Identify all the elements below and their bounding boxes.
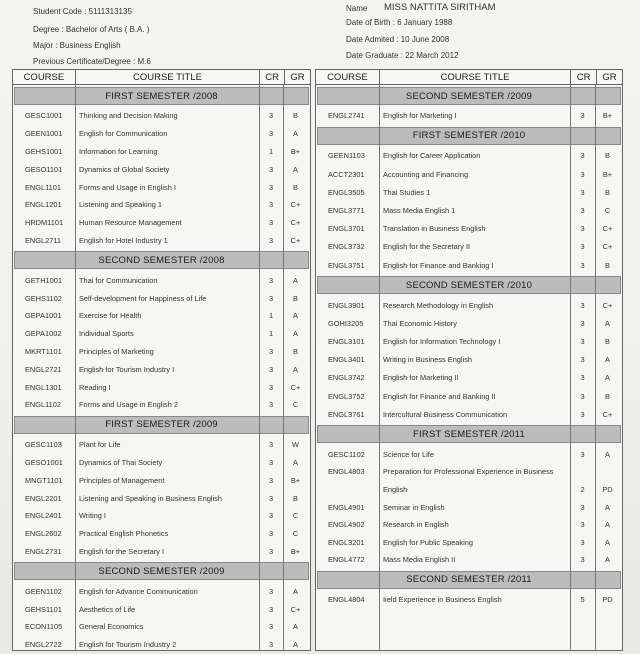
credit: 3	[268, 182, 274, 192]
degree: Degree : Bachelor of Arts ( B.A. )	[33, 25, 150, 34]
course-row	[13, 600, 310, 618]
course-row	[316, 296, 622, 314]
grade: B	[293, 293, 298, 303]
grade: A	[605, 449, 610, 459]
course-row	[316, 445, 622, 463]
course-title: English for Finance and Banking II	[383, 391, 496, 401]
grade: A	[293, 586, 298, 596]
credit: 3	[268, 511, 274, 521]
course-title: English for Tourism Industry I	[79, 364, 175, 374]
course-row	[316, 405, 622, 423]
semester-header: FIRST SEMESTER /2011	[317, 425, 621, 443]
course-code: ENGL1101	[25, 182, 62, 192]
grade: A	[605, 355, 610, 365]
course-row	[316, 201, 622, 219]
course-row	[316, 387, 622, 405]
credit: 3	[268, 475, 274, 485]
col-gr: GR	[602, 71, 617, 83]
credit: 3	[580, 169, 585, 179]
course-code: ENGL4772	[328, 555, 365, 565]
course-title: Reading I	[79, 382, 111, 392]
course-row	[13, 178, 310, 196]
grade: B	[293, 111, 298, 121]
course-row	[13, 125, 310, 143]
course-title: Exercise for Health	[79, 311, 142, 321]
course-code: ENGL2602	[25, 529, 62, 539]
semester-header: SECOND SEMESTER /2010	[317, 276, 621, 294]
course-row	[316, 183, 622, 201]
course-code: ENGL3401	[328, 355, 365, 365]
credit: 3	[580, 373, 585, 383]
course-code: ENGL3751	[328, 260, 365, 270]
grade: B	[293, 493, 298, 503]
credit: 3	[580, 242, 585, 252]
grade: A	[293, 129, 298, 139]
credit: 3	[268, 529, 274, 539]
credit: 3	[268, 200, 274, 210]
date-admitted: Date Admited : 10 June 2008	[346, 35, 450, 44]
course-title: Writing in Business English	[383, 355, 473, 365]
col-title: COURSE TITLE	[76, 70, 260, 84]
course-code: ENGL2201	[25, 493, 62, 503]
grade: C+	[602, 224, 613, 234]
semester-rows	[316, 591, 622, 609]
course-title: Thinking and Decision Making	[79, 111, 178, 121]
course-code: GETH1001	[25, 275, 62, 285]
course-code: MKRT1101	[25, 346, 62, 356]
credit: 3	[580, 555, 585, 565]
course-row	[13, 507, 310, 525]
grade: B	[293, 346, 298, 356]
course-row	[316, 238, 622, 256]
course-title: Listening and Speaking 1	[79, 200, 163, 210]
date-graduate: Date Graduate : 22 March 2012	[346, 51, 459, 60]
course-code: ENGL3701	[328, 224, 365, 234]
course-title: Preparation for Professional Experience in Business	[383, 467, 554, 477]
course-code: ENGL3732	[328, 242, 365, 252]
course-row	[316, 332, 622, 350]
course-code: ENGL3771	[328, 205, 365, 215]
grade: C	[292, 511, 299, 521]
course-row	[316, 498, 622, 516]
course-title: English for Public Speaking	[383, 537, 473, 547]
previous-certificate: Previous Certificate/Degree : M.6	[33, 57, 151, 66]
credit: 3	[268, 400, 274, 410]
course-title: Writing I	[79, 511, 106, 521]
course-title: English for Communication	[79, 129, 168, 139]
course-code: GESO1001	[25, 457, 63, 467]
credit: 3	[268, 493, 274, 503]
col-cr: CR	[571, 70, 597, 84]
course-code: ENGL1201	[25, 200, 62, 210]
course-title: Listening and Speaking in Business English	[79, 493, 222, 503]
course-title: Seminar in English	[383, 502, 445, 512]
course-title: Forms and Usage in English 2	[79, 400, 179, 410]
column-divider	[259, 85, 260, 650]
course-row	[316, 314, 622, 332]
grade: B+	[290, 475, 301, 485]
course-title: Mass Media English II	[383, 555, 456, 565]
credit: 3	[268, 235, 274, 245]
course-code: ENGL1301	[25, 382, 62, 392]
semester-header: SECOND SEMESTER /2008	[14, 251, 309, 269]
left-course-table	[12, 69, 311, 651]
course-code: ENGL2401	[25, 511, 62, 521]
course-title: English for Hotel Industry 1	[79, 235, 168, 245]
credit: 3	[580, 502, 585, 512]
course-title: Thai Economic History	[383, 318, 457, 328]
course-row	[316, 107, 622, 125]
grade: C+	[290, 604, 301, 614]
course-code: ENGL1102	[25, 400, 62, 410]
course-row	[316, 220, 622, 238]
course-row	[13, 143, 310, 161]
course-row	[13, 618, 310, 636]
course-row	[13, 360, 310, 378]
course-title: Individual Sports	[79, 329, 134, 339]
grade: B+	[290, 146, 301, 156]
course-title: Forms and Usage in English I	[79, 182, 176, 192]
course-code: GESC1001	[25, 111, 63, 121]
course-row	[13, 471, 310, 489]
course-row	[13, 454, 310, 472]
course-title: Intercultural Business Communication	[383, 409, 508, 419]
semester-header: SECOND SEMESTER /2011	[317, 571, 621, 589]
credit: 3	[268, 586, 274, 596]
semester-rows	[316, 147, 622, 274]
course-title: English for the Secretary II	[383, 242, 471, 252]
course-code: ENGL4804	[328, 594, 365, 604]
course-title: Mass Media English 1	[383, 205, 456, 215]
course-code: ECON1105	[25, 622, 63, 632]
course-code: ENGL2711	[25, 235, 62, 245]
course-code: ENGL2722	[25, 640, 62, 650]
course-row	[13, 107, 310, 125]
course-title: Human Resource Management	[79, 218, 182, 228]
course-code: ENGL3201	[328, 537, 365, 547]
grade: PD	[602, 594, 613, 604]
course-row	[13, 543, 310, 561]
credit: 3	[268, 640, 274, 650]
course-title: Dynamics of Global Society	[79, 164, 170, 174]
grade: C+	[290, 200, 301, 210]
credit: 3	[580, 224, 585, 234]
student-code: Student Code : 5111313135	[33, 7, 132, 16]
grade: C	[604, 205, 611, 215]
column-divider	[379, 85, 380, 650]
semester-rows	[13, 107, 310, 249]
grade: A	[605, 520, 610, 530]
credit: 3	[580, 111, 585, 121]
credit: 3	[580, 205, 585, 215]
credit: 1	[268, 146, 274, 156]
grade: A	[293, 275, 298, 285]
course-title: Self-development for Happiness of Life	[79, 293, 207, 303]
course-row	[13, 378, 310, 396]
grade: B	[605, 337, 610, 347]
course-title: English for Marketing I	[383, 111, 457, 121]
grade: A	[293, 457, 298, 467]
grade: C	[292, 529, 299, 539]
credit: 5	[580, 594, 585, 604]
course-title: English for Information Technology I	[383, 337, 501, 347]
grade: A	[293, 364, 298, 374]
course-code: MNGT1101	[25, 475, 63, 485]
grade: C+	[290, 218, 301, 228]
course-code: ENGL2721	[25, 364, 62, 374]
course-title: Research Methodology in English	[383, 300, 494, 310]
course-row	[13, 325, 310, 343]
col-title: COURSE TITLE	[380, 70, 571, 84]
course-row	[316, 165, 622, 183]
credit: 1	[268, 329, 274, 339]
grade: B	[605, 260, 610, 270]
course-row	[13, 489, 310, 507]
course-code: ENGL4902	[328, 520, 365, 530]
semester-rows	[316, 296, 622, 423]
semester-rows	[13, 582, 310, 653]
grade: A	[293, 311, 298, 321]
credit: 3	[268, 546, 274, 556]
col-cr: CR	[260, 70, 285, 84]
course-title: Iield Experience in Business English	[383, 594, 502, 604]
grade: C+	[290, 235, 301, 245]
course-code: ENGL4803	[328, 467, 365, 477]
course-code: ENGL2741	[328, 111, 365, 121]
course-title: Plant for Life	[79, 440, 121, 450]
course-row	[316, 551, 622, 569]
course-row	[13, 525, 310, 543]
right-course-table	[315, 69, 623, 651]
course-title: Dynamics of Thai Society	[79, 457, 163, 467]
course-row	[13, 232, 310, 250]
course-code: ENGL3742	[328, 373, 365, 383]
credit: 3	[268, 622, 274, 632]
course-code: ENGL3901	[328, 300, 365, 310]
col-course: COURSE	[13, 70, 76, 84]
name-label: Name	[346, 4, 368, 13]
course-code: GESC1102	[328, 449, 365, 459]
credit: 3	[580, 300, 585, 310]
course-title: English	[383, 484, 408, 494]
date-of-birth: Date of Birth : 6 January 1988	[346, 18, 453, 27]
course-code: GEEN1001	[25, 129, 63, 139]
credit: 3	[268, 346, 274, 356]
grade: C+	[602, 300, 613, 310]
credit: 3	[580, 391, 585, 401]
course-title: Accounting and Financing	[383, 169, 469, 179]
credit: 3	[580, 187, 585, 197]
credit: 3	[580, 151, 585, 161]
semester-header: SECOND SEMESTER /2009	[14, 562, 309, 580]
credit: 3	[580, 260, 585, 270]
course-row	[13, 214, 310, 232]
grade: B	[605, 151, 610, 161]
course-row	[13, 396, 310, 414]
course-title: English for the Secretary I	[79, 546, 165, 556]
credit: 3	[268, 164, 274, 174]
semester-header: FIRST SEMESTER /2009	[14, 416, 309, 434]
column-divider	[570, 85, 571, 650]
col-course: COURSE	[316, 70, 380, 84]
grade: B+	[602, 111, 613, 121]
grade: C+	[290, 382, 301, 392]
student-name: MISS NATTITA SIRITHAM	[384, 2, 496, 13]
course-title: English for Advance Communication	[79, 586, 198, 596]
credit: 3	[580, 537, 585, 547]
credit: 3	[268, 457, 274, 467]
credit: 3	[268, 275, 274, 285]
course-title: English for Marketing II	[383, 373, 459, 383]
grade: A	[293, 329, 298, 339]
col-gr: GR	[290, 71, 305, 83]
course-row	[316, 516, 622, 534]
credit: 3	[268, 604, 274, 614]
course-row	[13, 582, 310, 600]
course-title: Information for Learning	[79, 146, 158, 156]
grade: PD	[602, 484, 613, 494]
course-code: GEHS1102	[25, 293, 62, 303]
semester-rows	[13, 436, 310, 561]
course-code: GOHI3205	[328, 318, 364, 328]
major: Major : Business English	[33, 41, 121, 50]
course-code: GEHS1101	[25, 604, 62, 614]
credit: 3	[580, 449, 585, 459]
course-row	[13, 636, 310, 654]
course-code: ENGL3505	[328, 187, 365, 197]
course-row	[13, 289, 310, 307]
grade: B+	[290, 546, 301, 556]
credit: 3	[268, 364, 274, 374]
course-title: Thai Studies 1	[383, 187, 431, 197]
course-row	[13, 160, 310, 178]
course-title: Translation in Business English	[383, 224, 486, 234]
grade: A	[605, 502, 610, 512]
credit: 3	[580, 409, 585, 419]
course-row	[13, 196, 310, 214]
course-row	[13, 436, 310, 454]
grade: B	[293, 182, 298, 192]
course-title: English for Career Application	[383, 151, 481, 161]
course-code: GEPA1001	[25, 311, 62, 321]
table-header	[316, 70, 622, 85]
course-row	[13, 343, 310, 361]
course-code: ENGL2731	[25, 546, 62, 556]
course-code: ENGL3761	[328, 409, 365, 419]
credit: 3	[268, 382, 274, 392]
credit: 1	[268, 311, 274, 321]
grade: A	[605, 373, 610, 383]
grade: B+	[602, 169, 613, 179]
grade: B	[605, 391, 610, 401]
course-title: Aesthetics of Life	[79, 604, 136, 614]
table-header	[13, 70, 310, 85]
course-code: GEEN1102	[25, 586, 62, 596]
credit: 3	[580, 337, 585, 347]
course-row	[13, 307, 310, 325]
credit: 2	[580, 484, 585, 494]
grade: C+	[602, 409, 613, 419]
course-code: GESO1101	[25, 164, 63, 174]
course-title: Principles of Management	[79, 475, 165, 485]
grade: C	[292, 400, 299, 410]
course-row	[316, 256, 622, 274]
course-row	[13, 271, 310, 289]
course-code: ENGL3101	[328, 337, 365, 347]
course-title: English for Tourism Industry 2	[79, 640, 177, 650]
course-code: GEEN1103	[328, 151, 365, 161]
grade: A	[293, 622, 298, 632]
column-divider	[283, 85, 284, 650]
course-code: GESC1103	[25, 440, 62, 450]
semester-header: FIRST SEMESTER /2010	[317, 127, 621, 145]
grade: A	[605, 555, 610, 565]
credit: 3	[268, 111, 274, 121]
course-row	[316, 369, 622, 387]
credit: 3	[580, 318, 585, 328]
course-title: Thai for Communication	[79, 275, 158, 285]
course-title: English for Finance and Banking I	[383, 260, 494, 270]
course-row	[316, 481, 622, 499]
semester-header: FIRST SEMESTER /2008	[14, 87, 309, 105]
course-title: Practical English Phonetics	[79, 529, 169, 539]
grade: C+	[602, 242, 613, 252]
course-code: GEHS1001	[25, 146, 63, 156]
credit: 3	[268, 293, 274, 303]
course-code: ACCT2301	[328, 169, 365, 179]
credit: 3	[268, 440, 274, 450]
credit: 3	[580, 520, 585, 530]
course-row	[316, 533, 622, 551]
course-title: Science for Life	[383, 449, 434, 459]
course-row	[316, 591, 622, 609]
grade: B	[605, 187, 610, 197]
column-divider	[75, 85, 76, 650]
grade: A	[605, 537, 610, 547]
course-title: Research in English	[383, 520, 449, 530]
semester-rows	[316, 107, 622, 125]
course-title: General Economics	[79, 622, 144, 632]
column-divider	[595, 85, 596, 650]
course-code: ENGL3752	[328, 391, 365, 401]
grade: W	[292, 440, 299, 450]
course-row	[316, 351, 622, 369]
grade: A	[293, 640, 298, 650]
credit: 3	[268, 218, 274, 228]
course-title: Principles of Marketing	[79, 346, 154, 356]
grade: A	[293, 164, 298, 174]
grade: A	[605, 318, 610, 328]
credit: 3	[268, 129, 274, 139]
semester-header: SECOND SEMESTER /2009	[317, 87, 621, 105]
semester-rows	[316, 445, 622, 568]
course-code: GEPA1002	[25, 329, 62, 339]
course-code: ENGL4901	[328, 502, 365, 512]
credit: 3	[580, 355, 585, 365]
semester-rows	[13, 271, 310, 413]
course-code: HRDM1101	[25, 218, 64, 228]
course-row	[316, 147, 622, 165]
course-row	[316, 463, 622, 481]
